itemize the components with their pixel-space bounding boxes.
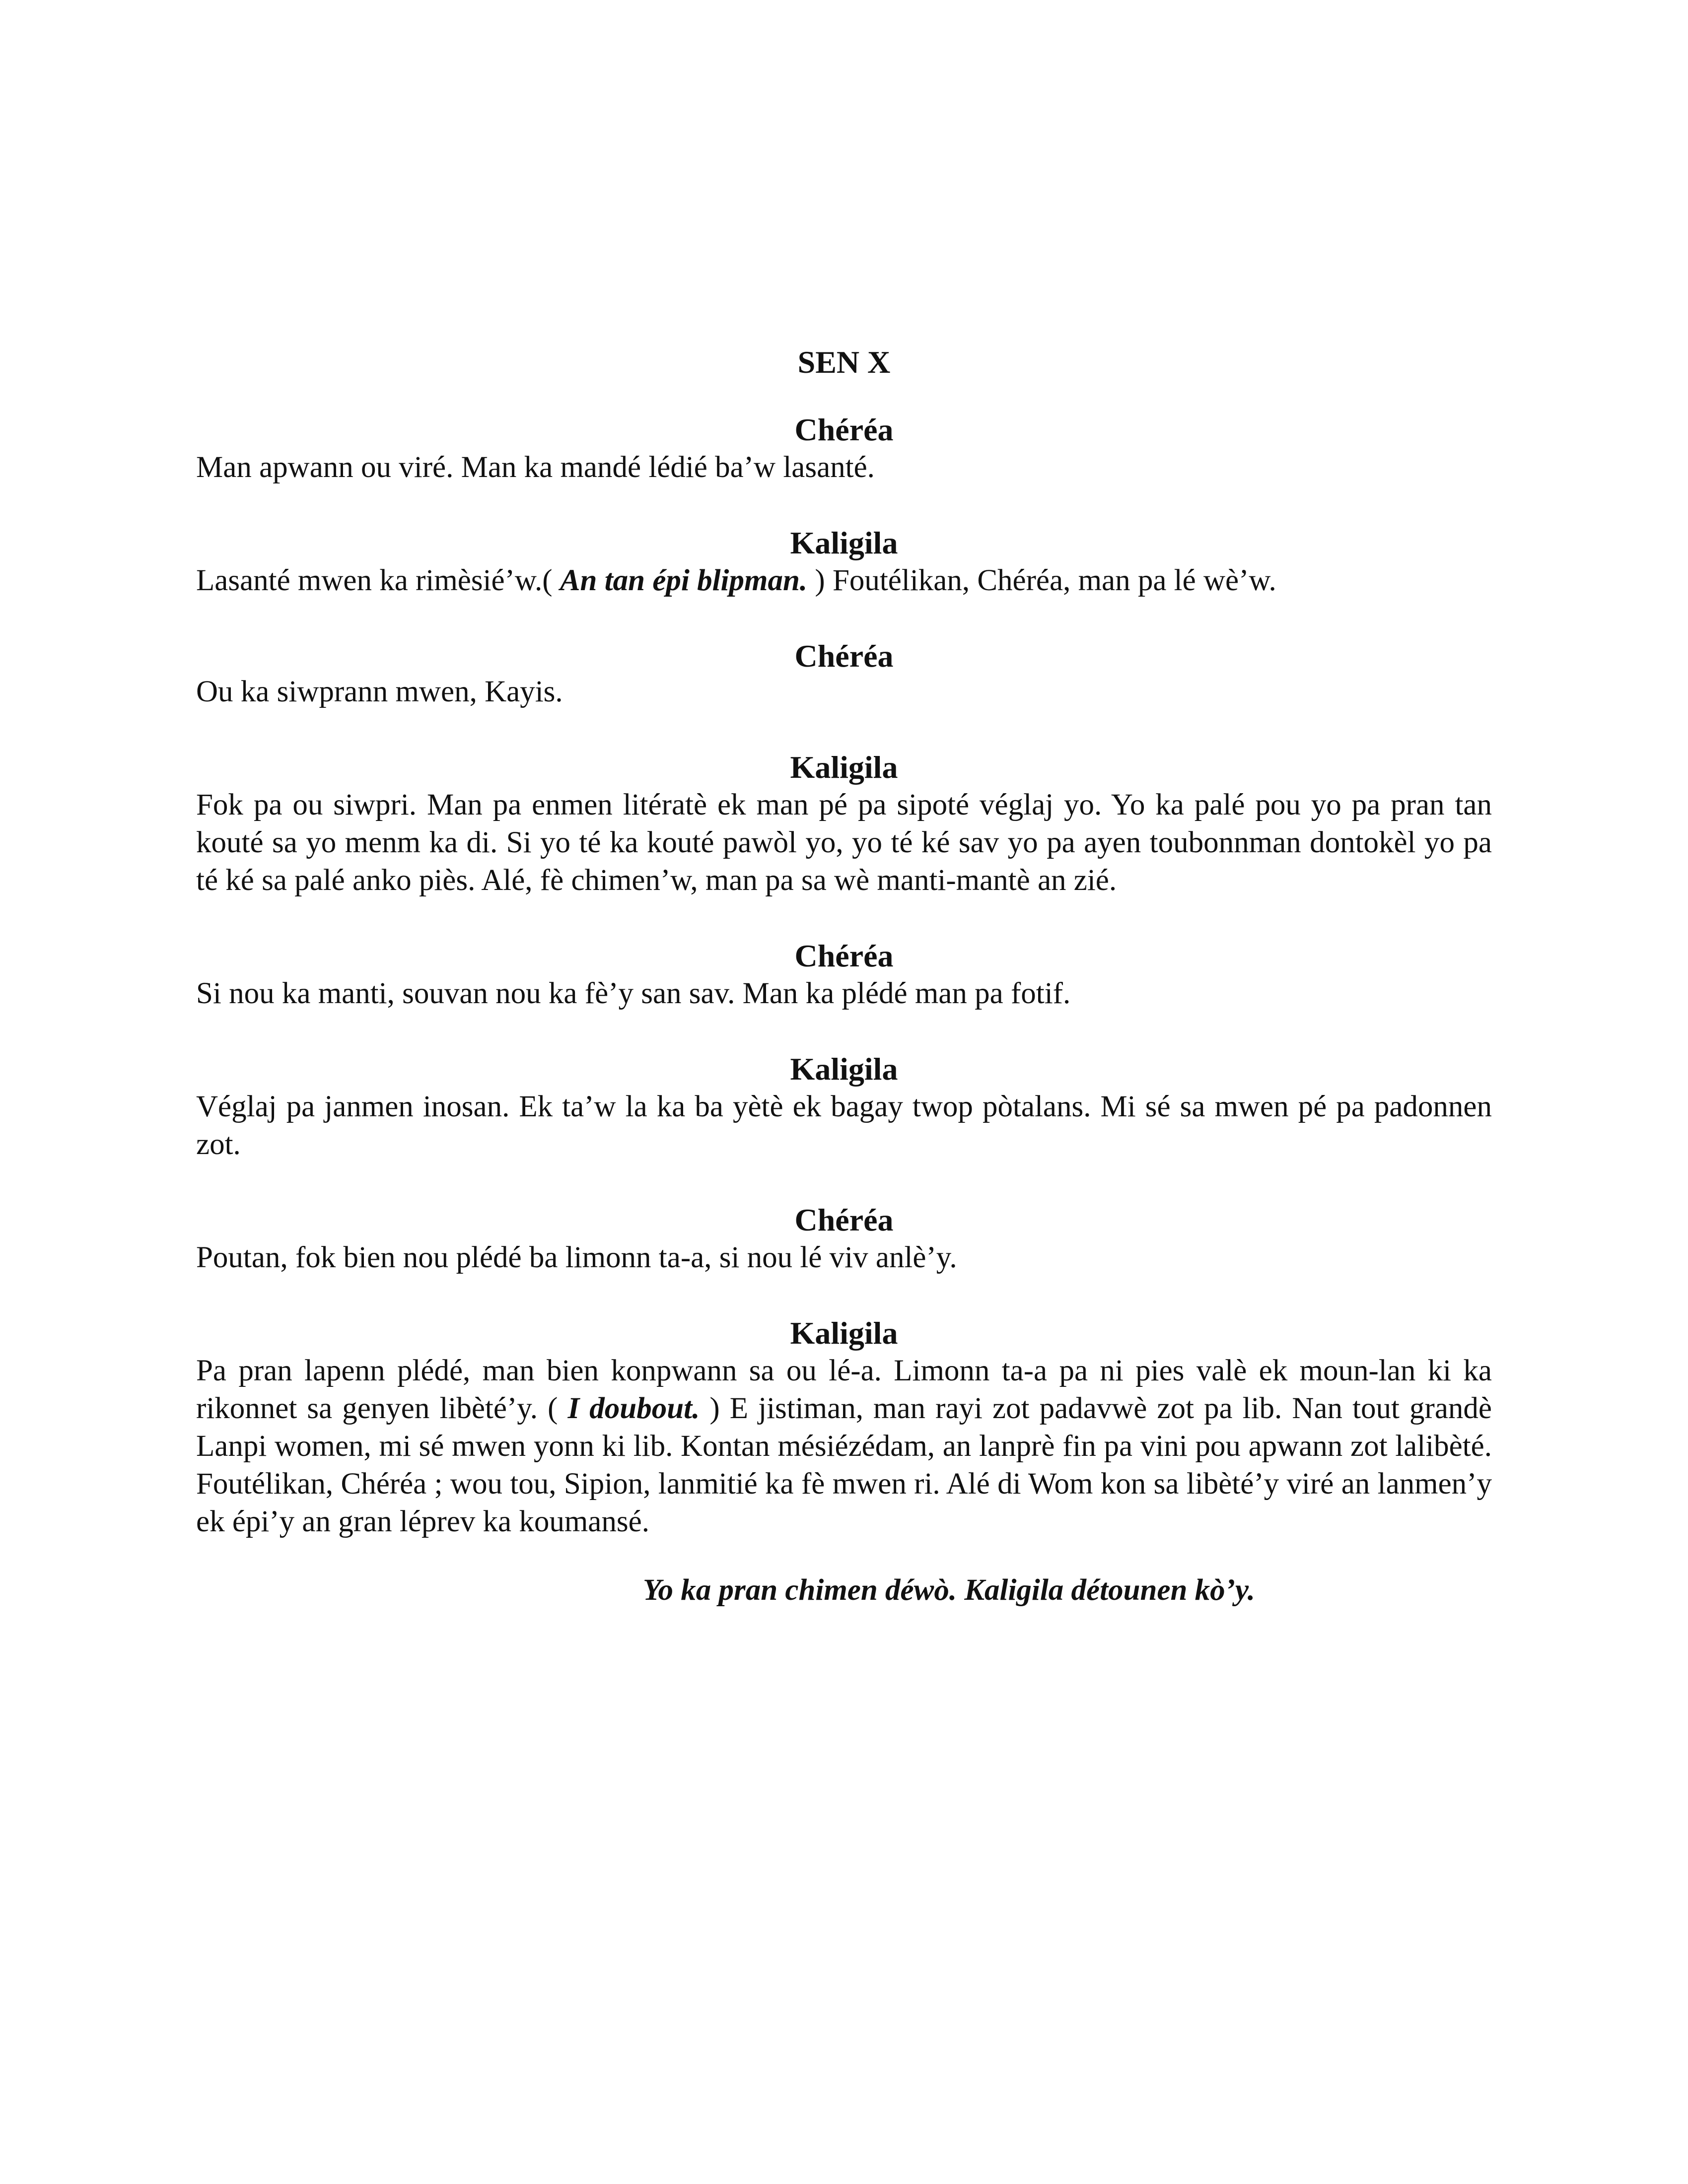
- stage-direction: I doubout.: [567, 1392, 700, 1425]
- dialogue-text: Si nou ka manti, souvan nou ka fè’y san sav. Man ka plédé man pa fotif.: [196, 977, 1071, 1010]
- dialogue-text: Véglaj pa janmen inosan. Ek ta’w la ka ba yètè ek bagay twop pòtalans. Mi sé sa mwen pé pa padonnen zot.: [196, 1090, 1492, 1161]
- stage-direction: An tan épi blipman.: [560, 564, 808, 597]
- dialogue-block: [196, 937, 1492, 1013]
- dialogue-text: [196, 562, 1492, 600]
- script-page: [196, 342, 1492, 1609]
- speaker-name: Kaligila: [790, 1315, 898, 1351]
- dialogue-block: [196, 637, 1492, 711]
- speaker-name: Chéréa: [794, 638, 894, 674]
- dialogue-text-after: ) Foutélikan, Chéréa, man pa lé wè’w.: [807, 564, 1276, 597]
- dialogue-text: [196, 1352, 1492, 1541]
- dialogue-block: [196, 1050, 1492, 1163]
- speaker-name: Chéréa: [794, 1202, 894, 1237]
- speaker-name: Kaligila: [790, 525, 898, 560]
- scene-title: SEN X: [797, 344, 891, 380]
- dialogue-text: Poutan, fok bien nou plédé ba limonn ta-a, si nou lé viv anlè’y.: [196, 1241, 957, 1274]
- dialogue-block: [196, 411, 1492, 486]
- speaker-name: Chéréa: [794, 412, 894, 447]
- dialogue-block: [196, 749, 1492, 899]
- speaker-name: Chéréa: [794, 938, 894, 973]
- dialogue-block: [196, 1201, 1492, 1277]
- speaker-name: Kaligila: [790, 750, 898, 785]
- dialogue-text-before: Lasanté mwen ka rimèsié’w.(: [196, 564, 560, 597]
- speaker-name: Kaligila: [790, 1051, 898, 1087]
- dialogue-text: Fok pa ou siwpri. Man pa enmen litératè ek man pé pa sipoté véglaj yo. Yo ka palé pou yo pa pran tan kouté sa yo menm ka di. Si yo té ka kouté pawòl yo, yo té ké sav yo pa ayen toubonnman dontokèl yo pa té ké sa palé anko piès. Alé, fè chimen’w, man pa sa wè manti-mantè an zié.: [196, 788, 1492, 897]
- dialogue-block: [196, 524, 1492, 600]
- closing-stage-direction: Yo ka pran chimen déwò. Kaligila détounen kò’y.: [643, 1573, 1256, 1607]
- dialogue-text-after: ) E jistiman, man rayi zot padavwè zot pa lib. Nan tout grandè Lanpi women, mi sé mwen yonn ki lib. Kontan mésiézédam, an lanprè fin pa vini pou apwann zot lalibèté. Foutélikan, Chéréa ; wou tou, Sipion, lanmitié ka fè mwen ri. Alé di Wom kon sa libèté’y viré an lanmen’y ek épi’y an gran léprev ka koumansé.: [196, 1392, 1492, 1538]
- dialogue-text: Ou ka siwprann mwen, Kayis.: [196, 675, 563, 708]
- dialogue-text: Man apwann ou viré. Man ka mandé lédié ba’w lasanté.: [196, 451, 875, 484]
- dialogue-text-before: Pa pran lapenn plédé, man bien konpwann sa ou lé-a. Limonn ta-a pa ni pies valè ek moun-lan ki ka rikonnet sa genyen libèté’y. (: [196, 1354, 1492, 1425]
- dialogue-block: [196, 1314, 1492, 1541]
